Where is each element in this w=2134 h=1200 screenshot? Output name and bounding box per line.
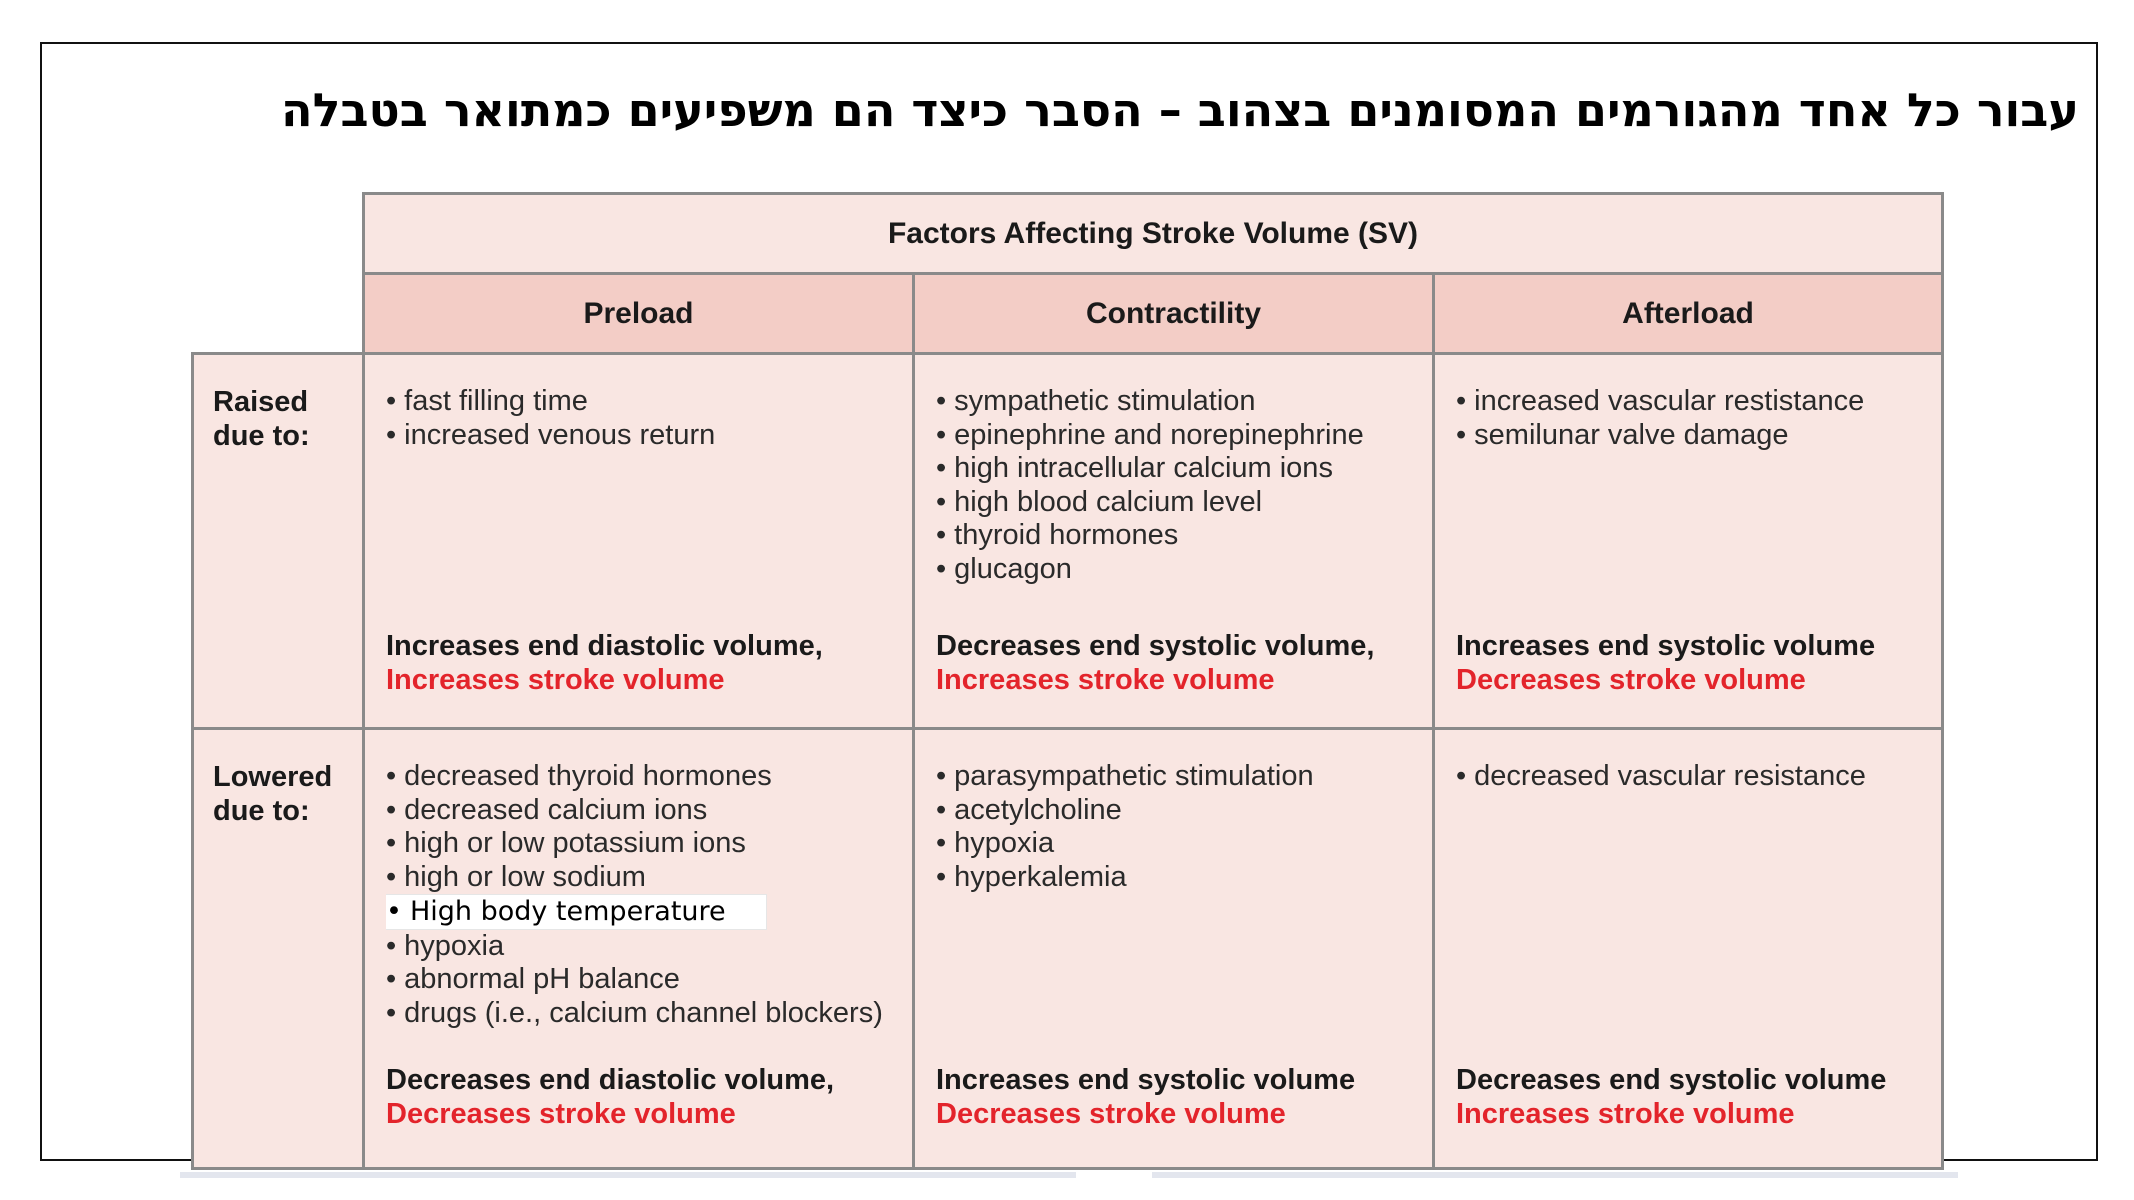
- cell-raised-afterload: [1432, 352, 1944, 730]
- effect-volume-text: Increases end systolic volume: [936, 1064, 1356, 1096]
- effect-stroke-volume-text: Increases stroke volume: [936, 663, 1275, 696]
- effect-stroke-volume-text: Decreases stroke volume: [936, 1097, 1286, 1130]
- list-item: • increased venous return: [386, 419, 912, 453]
- factor-list: [1456, 760, 1941, 794]
- effect-stroke-volume-text: Decreases stroke volume: [1456, 663, 1806, 696]
- list-item: • semilunar valve damage: [1456, 419, 1941, 453]
- effect-stroke-volume-text: Decreases stroke volume: [386, 1097, 736, 1130]
- list-item: • decreased calcium ions: [386, 794, 912, 828]
- cell-raised-contractility: [912, 352, 1435, 730]
- list-item: • abnormal pH balance: [386, 963, 912, 997]
- list-item: • drugs (i.e., calcium channel blockers): [386, 997, 912, 1031]
- list-item: • high or low potassium ions: [386, 827, 912, 861]
- column-header-afterload: Afterload: [1432, 272, 1944, 355]
- list-item: • high intracellular calcium ions: [936, 452, 1432, 486]
- list-item: • high or low sodium: [386, 861, 912, 895]
- column-header-preload: Preload: [362, 272, 915, 355]
- effect-summary: [1456, 630, 1875, 697]
- cell-lowered-contractility: [912, 727, 1435, 1170]
- list-item: • hypoxia: [936, 827, 1432, 861]
- cell-lowered-afterload: [1432, 727, 1944, 1170]
- list-item: • increased vascular restistance: [1456, 385, 1941, 419]
- list-item: • epinephrine and norepinephrine: [936, 419, 1432, 453]
- effect-summary: [386, 1064, 834, 1131]
- cell-raised-preload: [362, 352, 915, 730]
- column-header-contractility: Contractility: [912, 272, 1435, 355]
- list-item: • acetylcholine: [936, 794, 1432, 828]
- effect-volume-text: Increases end systolic volume: [1456, 630, 1876, 662]
- row-label-raised: [191, 352, 365, 730]
- effect-volume-text: Decreases end systolic volume,: [936, 630, 1375, 662]
- list-item: • thyroid hormones: [936, 519, 1432, 553]
- list-item: • hyperkalemia: [936, 861, 1432, 895]
- list-item-high-body-temperature: • High body temperature: [386, 894, 767, 930]
- effect-summary: [386, 630, 823, 697]
- slide-title: עבור כל אחד מהגורמים המסומנים בצהוב – הסבר כיצד הם משפיעים כמתואר בטבלה: [281, 83, 2079, 137]
- list-item: • glucagon: [936, 553, 1432, 587]
- image-bottom-edge: [1152, 1172, 1958, 1178]
- effect-summary: [936, 630, 1374, 697]
- cell-lowered-preload: [362, 727, 915, 1170]
- factor-list: [386, 385, 912, 452]
- row-label-text: Raised due to:: [213, 386, 310, 452]
- effect-volume-text: Decreases end systolic volume: [1456, 1064, 1887, 1096]
- table-title: Factors Affecting Stroke Volume (SV): [362, 192, 1944, 275]
- factor-list: [936, 760, 1432, 894]
- effect-stroke-volume-text: Increases stroke volume: [386, 663, 725, 696]
- list-item: • parasympathetic stimulation: [936, 760, 1432, 794]
- factor-list: [386, 760, 912, 1030]
- image-bottom-edge: [180, 1172, 1076, 1178]
- list-item: • hypoxia: [386, 930, 912, 964]
- effect-summary: [1456, 1064, 1886, 1131]
- factor-list: [936, 385, 1432, 586]
- list-item: • decreased vascular resistance: [1456, 760, 1941, 794]
- list-item: • decreased thyroid hormones: [386, 760, 912, 794]
- list-item: • fast filling time: [386, 385, 912, 419]
- effect-volume-text: Increases end diastolic volume,: [386, 630, 823, 662]
- row-label-lowered: [191, 727, 365, 1170]
- effect-volume-text: Decreases end diastolic volume,: [386, 1064, 835, 1096]
- effect-summary: [936, 1064, 1355, 1131]
- effect-stroke-volume-text: Increases stroke volume: [1456, 1097, 1795, 1130]
- list-item: • sympathetic stimulation: [936, 385, 1432, 419]
- row-label-text: Lowered due to:: [213, 761, 333, 827]
- list-item: • high blood calcium level: [936, 486, 1432, 520]
- factor-list: [1456, 385, 1941, 452]
